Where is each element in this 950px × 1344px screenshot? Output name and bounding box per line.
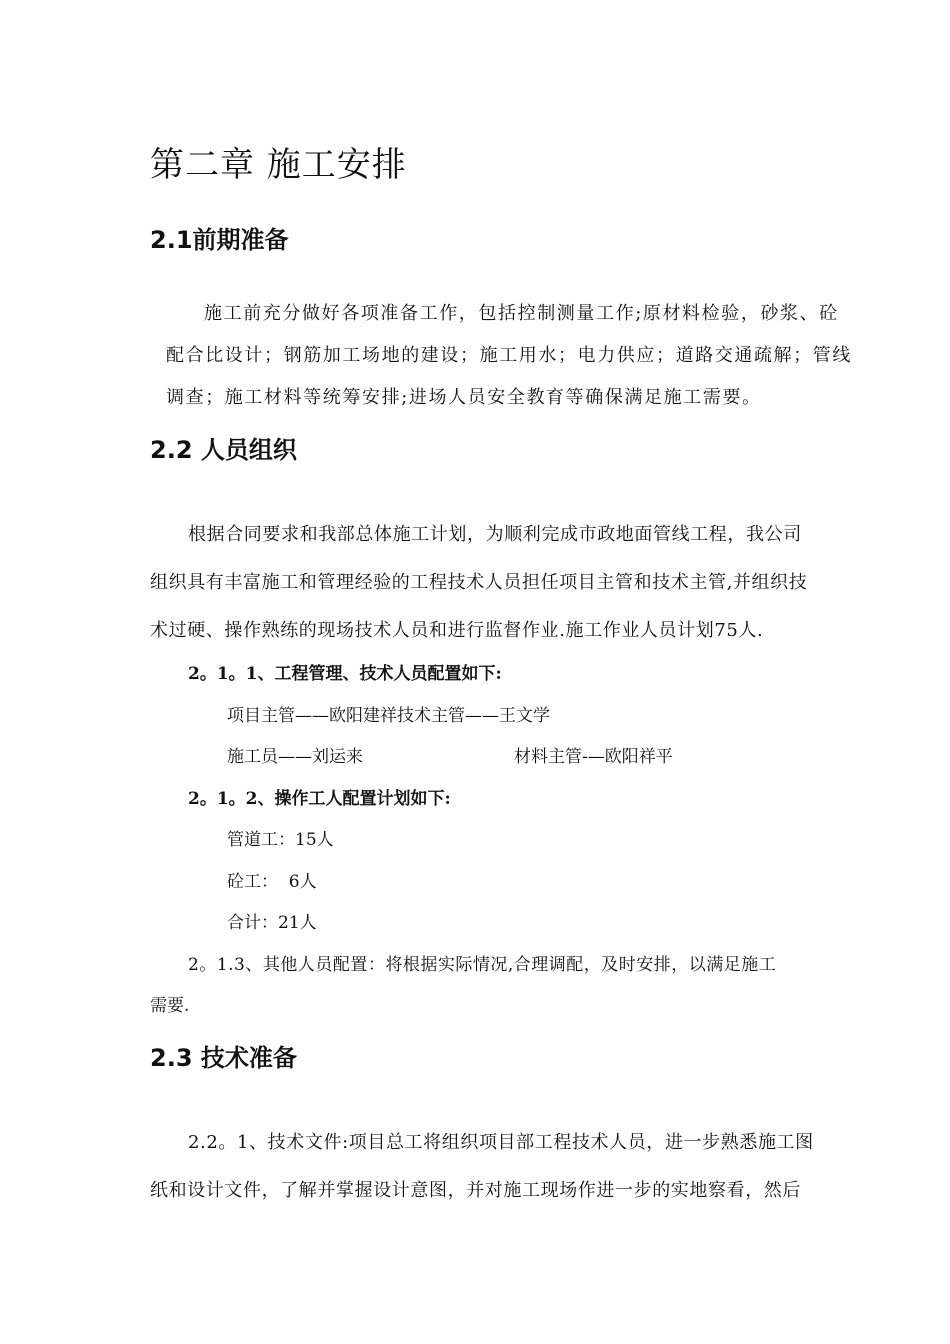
chapter-title: 第二章 施工安排 [150,145,407,185]
worker-item: 砼工： 6人 [227,872,317,892]
staff-line-right: 材料主管-—欧阳祥平 [514,747,673,767]
subsection-title-2-1-1: 2。1。1、工程管理、技术人员配置如下: [188,664,502,684]
paragraph-line: 组织具有丰富施工和管理经验的工程技术人员担任项目主管和技术主管,并组织技 [150,572,808,593]
worker-item: 合计：21人 [227,913,317,933]
section-heading-2-1: 2.1前期准备 [150,226,289,254]
worker-item: 管道工：15人 [227,830,334,850]
paragraph-line: 施工前充分做好各项准备工作，包括控制测量工作;原材料检验，砂浆、砼 [204,303,839,324]
subsection-title-2-1-2: 2。1。2、操作工人配置计划如下: [188,789,451,809]
staff-line-left: 施工员——刘运来 [227,747,363,767]
paragraph-line: 术过硬、操作熟练的现场技术人员和进行监督作业.施工作业人员计划75人. [150,620,764,641]
paragraph-line: 根据合同要求和我部总体施工计划，为顺利完成市政地面管线工程，我公司 [188,524,802,545]
section-heading-2-2: 2.2 人员组织 [150,436,297,464]
paragraph-line: 2。1.3、其他人员配置：将根据实际情况,合理调配，及时安排，以满足施工 [188,955,777,975]
paragraph-line: 需要. [150,996,190,1016]
paragraph-line: 2.2。1、技术文件:项目总工将组织项目部工程技术人员，进一步熟悉施工图 [188,1132,814,1153]
paragraph-line: 纸和设计文件，了解并掌握设计意图，并对施工现场作进一步的实地察看，然后 [150,1180,801,1201]
staff-line: 项目主管——欧阳建祥技术主管——王文学 [227,706,550,726]
section-heading-2-3: 2.3 技术准备 [150,1044,297,1072]
paragraph-line: 配合比设计；钢筋加工场地的建设；施工用水；电力供应；道路交通疏解；管线 [166,345,852,366]
paragraph-line: 调查；施工材料等统筹安排;进场人员安全教育等确保满足施工需要。 [166,387,762,408]
